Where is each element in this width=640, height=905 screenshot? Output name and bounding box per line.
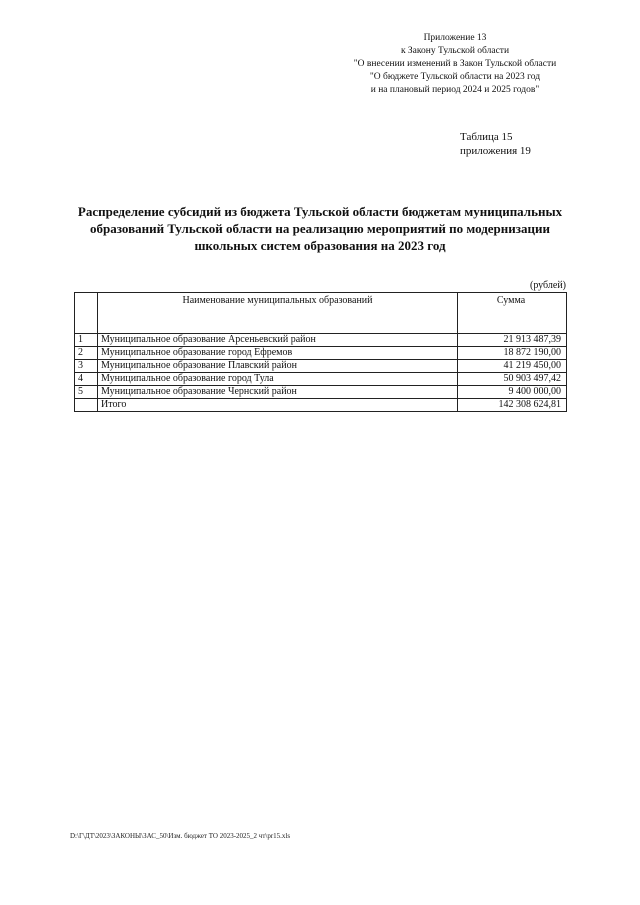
total-num bbox=[75, 399, 98, 412]
row-num: 5 bbox=[75, 386, 98, 399]
row-sum: 50 903 497,42 bbox=[458, 373, 567, 386]
table-reference bbox=[460, 130, 531, 158]
row-sum: 21 913 487,39 bbox=[458, 334, 567, 347]
units-label: (рублей) bbox=[529, 280, 566, 291]
row-num: 3 bbox=[75, 360, 98, 373]
total-label: Итого bbox=[98, 399, 458, 412]
table-row bbox=[75, 334, 567, 347]
table-ref-line: приложения 19 bbox=[460, 145, 531, 157]
header-name: Наименование муниципальных образований bbox=[98, 293, 458, 334]
row-name: Муниципальное образование Арсеньевский район bbox=[98, 334, 458, 347]
total-row bbox=[75, 399, 567, 412]
row-name: Муниципальное образование город Ефремов bbox=[98, 347, 458, 360]
table-row bbox=[75, 373, 567, 386]
row-num: 1 bbox=[75, 334, 98, 347]
total-sum: 142 308 624,81 bbox=[458, 399, 567, 412]
row-sum: 9 400 000,00 bbox=[458, 386, 567, 399]
row-sum: 18 872 190,00 bbox=[458, 347, 567, 360]
header-sum: Сумма bbox=[458, 293, 567, 334]
row-name: Муниципальное образование Плавский район bbox=[98, 360, 458, 373]
subsidy-table bbox=[74, 292, 567, 412]
header-line: "О бюджете Тульской области на 2023 год bbox=[369, 72, 541, 82]
table-row bbox=[75, 347, 567, 360]
table-ref-line: Таблица 15 bbox=[460, 131, 513, 143]
row-name: Муниципальное образование город Тула bbox=[98, 373, 458, 386]
row-sum: 41 219 450,00 bbox=[458, 360, 567, 373]
file-path-footer: D:\Г\ДТ\2023\ЗАКОНЫ\ЗАС_50\Изм. бюджет ТО 2023-2025_2 чт\pr15.xls bbox=[70, 832, 291, 840]
row-name: Муниципальное образование Чернский район bbox=[98, 386, 458, 399]
table-row bbox=[75, 360, 567, 373]
document-title: Распределение субсидий из бюджета Тульской области бюджетам муниципальных образований Тульской области на реализацию мероприятий по модернизации школьных систем образования на 2023 год bbox=[77, 204, 563, 253]
header-line: Приложение 13 bbox=[423, 33, 487, 43]
row-num: 2 bbox=[75, 347, 98, 360]
header-num bbox=[75, 293, 98, 334]
header-line: к Закону Тульской области bbox=[400, 46, 510, 56]
row-num: 4 bbox=[75, 373, 98, 386]
table-header-row bbox=[75, 293, 567, 334]
header-line: и на плановый период 2024 и 2025 годов" bbox=[370, 85, 540, 95]
appendix-header bbox=[340, 32, 570, 97]
table-row bbox=[75, 386, 567, 399]
header-line: "О внесении изменений в Закон Тульской области bbox=[353, 59, 557, 69]
